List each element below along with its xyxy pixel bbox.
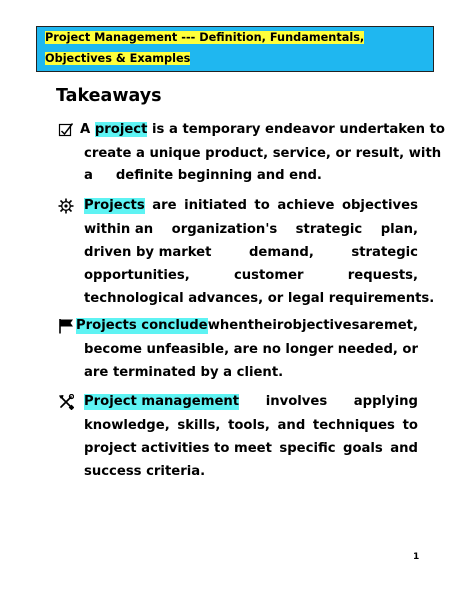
takeaway-1-line-1: A project is a temporary endeavor undertaken to <box>80 122 445 137</box>
takeaway-1-line-2: create a unique product, service, or result, with <box>84 146 442 161</box>
header-title-line-2: Objectives & Examples <box>45 52 191 65</box>
term-highlight: Projects <box>84 198 145 213</box>
takeaway-4-line-1: Project management involves applying <box>84 394 418 409</box>
term-highlight: project <box>94 122 148 137</box>
gear-icon <box>58 198 74 214</box>
takeaway-3-line-3: are terminated by a client. <box>84 365 284 380</box>
document-header <box>36 26 434 72</box>
page-number: 1 <box>413 552 420 562</box>
header-title-line-1: Project Management --- Definition, Fundamentals, <box>45 31 365 44</box>
takeaway-2-line-3: driven by market demand, strategic <box>84 245 418 260</box>
takeaway-2-line-5: technological advances, or legal requirements. <box>84 291 435 306</box>
takeaway-3-line-2: become unfeasible, are no longer needed, or <box>84 342 418 357</box>
checkbox-icon <box>58 122 74 138</box>
term-highlight: Projects conclude <box>76 318 208 333</box>
takeaway-1-line-3: a definite beginning and end. <box>84 168 322 183</box>
term-highlight: Project management <box>84 394 240 409</box>
flag-icon <box>58 318 74 334</box>
takeaway-3-line-1: Projects conclude when their objectives are met, <box>76 318 418 333</box>
section-title: Takeaways <box>56 86 162 106</box>
takeaway-2-line-4: opportunities, customer requests, <box>84 268 418 283</box>
takeaway-2-line-2: within an organization's strategic plan, <box>84 222 418 237</box>
takeaway-2-line-1: Projects are initiated to achieve objectives <box>84 198 418 213</box>
tools-icon <box>58 394 74 410</box>
takeaway-4-line-2: knowledge, skills, tools, and techniques to <box>84 418 418 433</box>
takeaway-4-line-4: success criteria. <box>84 464 206 479</box>
takeaway-4-line-3: project activities to meet specific goals and <box>84 441 418 456</box>
